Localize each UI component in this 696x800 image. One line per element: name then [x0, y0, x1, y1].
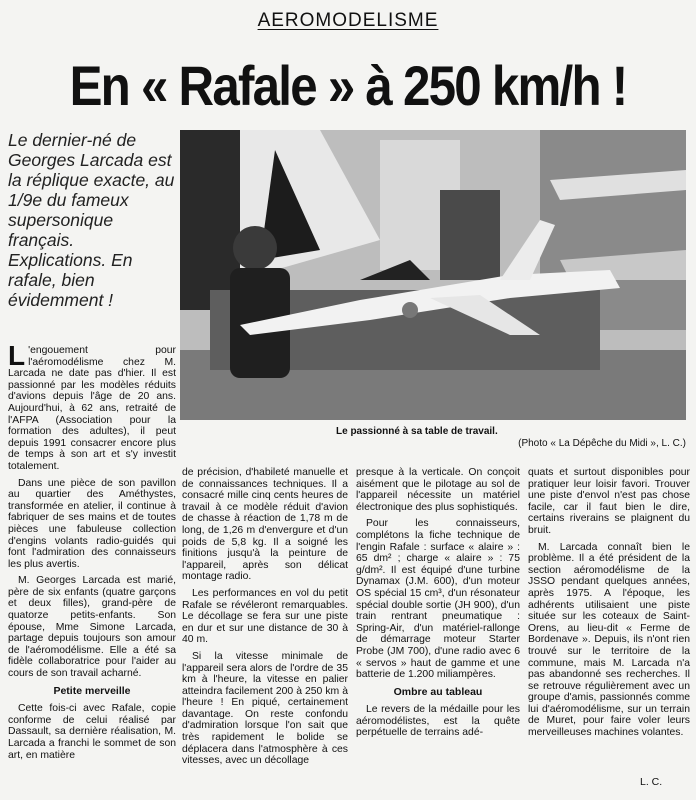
drop-cap: L [8, 340, 26, 371]
paragraph: M. Larcada connaît bien le problème. Il a été président de la section aéromodélisme de la JSSO pendant quelques années, après 1975. A l'époque, les adhérents utilisaient une piste située sur les coteaux de Saint-Orens, au lieu-dit « Ferme de Bordenave ». Depuis, ils n'ont rien trouvé sur le territoire de la commune, mais M. Larcada n'a pas abandonné ses recherches. Il se retrouve régulièrement avec un groupe d'amis, passionnés comme lui d'aéromodélisme, sur un terrain de Muret, pour faire voler leurs merveilleuses machines volantes. [528, 541, 690, 739]
article-photo [180, 130, 686, 420]
paragraph: Cette fois-ci avec Rafale, copie conforme de celui réalisé par Dassault, sa dernière réalisation, M. Larcada a franchi le sommet de son art, en matière [8, 703, 176, 761]
article-column-3 [356, 467, 520, 744]
subheading: Petite merveille [53, 684, 131, 697]
caption-title: Le passionné à sa table de travail. [336, 426, 498, 437]
caption-credit: (Photo « La Dépêche du Midi », L. C.) [518, 438, 686, 449]
section-label [0, 10, 696, 32]
article-column-4 [528, 467, 690, 744]
article-column-2 [182, 467, 348, 772]
headline: En « Rafale » à 250 km/h ! [69, 54, 627, 117]
paragraph: de précision, d'habileté manuelle et de connaissances techniques. Il a consacré mille cinq cents heures de travail à ce modèle réduit d'avion de chasse à réaction de 1,78 m de long, de 1,26 m d'envergure et d'un poids de 5,8 kg. Il a soigné les finitions jusqu'à la peinture de l'appareil, après son délicat montage radio. [182, 467, 348, 583]
photo-caption [180, 426, 686, 450]
paragraph: Pour les connaisseurs, complétons la fiche technique de l'engin Rafale : surface « alaire » : 65 dm² ; charge « alaire » : 75 g/dm². Il est équipé d'une turbine Dynamax (J.M. 600), d'un moteur OS spécial 15 cm³, d'un résonateur spécial double sortie (JH 900), d'un train rentrant pneumatique : Spring-Air, d'un matériel-rallonge de démarrage moteur Starter Probe (JM 700), d'une radio avec 6 « servos » haut de gamme et une batterie de 1.200 miliampères. [356, 518, 520, 681]
workshop-photo-illustration [180, 130, 686, 420]
subheading: Ombre au tableau [393, 685, 483, 698]
paragraph: presque à la verticale. On conçoit aisément que le pilotage au sol de l'appareil nécessite un matériel électronique des plus sophistiqués. [356, 467, 520, 513]
paragraph: Les performances en vol du petit Rafale se révéleront remarquables. Le décollage se fera sur une piste en dur et sur une distance de 30 à 40 m. [182, 587, 348, 646]
paragraph: Si la vitesse minimale de l'appareil sera alors de l'ordre de 35 km à l'heure, la vitesse en palier atteindra facilement 200 à 250 km à l'heure ! En piqué, certainement davantage. On reste confondu d'admiration lorsque l'on sait que très rapidement le bolide se déplacera dans l'atmosphère à ces vitesses, avec un décollage [182, 650, 348, 767]
paragraph: Le revers de la médaille pour les aéromodélistes, est la quête perpétuelle de terrains adé- [356, 704, 520, 739]
paragraph: M. Georges Larcada est marié, père de six enfants (quatre garçons et deux filles), grand-père de quatorze petits-enfants. Son épouse, Mme Simone Larcada, partage depuis toujours son amour de l'aéromodélisme. Elle a été sa fidèle collaboratrice pour l'aider au cours de son travail acharné. [8, 575, 176, 680]
lead-paragraph: Le dernier-né de Georges Larcada est la réplique exacte, au 1/9e du fameux supersonique français. Explications. En rafale, bien évidemment ! [8, 130, 175, 310]
paragraph: Dans une pièce de son pavillon au quartier des Améthystes, transformée en atelier, il continue à fabriquer de ses mains et de toutes pièces une fabuleuse collection d'engins volants radio-guidés qui font l'admiration des connaisseurs les plus avertis. [8, 477, 176, 570]
paragraph: 'engouement pour l'aéromodélisme chez M. Larcada ne date pas d'hier. Il est passionné par les modèles réduits d'avions depuis l'âge de 20 ans. Aujourd'hui, à 62 ans, retraité de l'AFPA (Association pour la formation des adultes), il peut depuis 1991 consacrer encore plus de temps à son art et s'y investit totalement. [8, 345, 176, 472]
paragraph: quats et surtout disponibles pour pratiquer leur loisir favori. Trouver une piste d'envol n'est pas chose facile, car il faut bien le dire, certains riverains se plaignent du bruit. [528, 467, 690, 536]
article-column-1 [8, 340, 176, 766]
author-signature: L. C. [640, 776, 663, 788]
section-title: AEROMODELISME [257, 10, 439, 31]
